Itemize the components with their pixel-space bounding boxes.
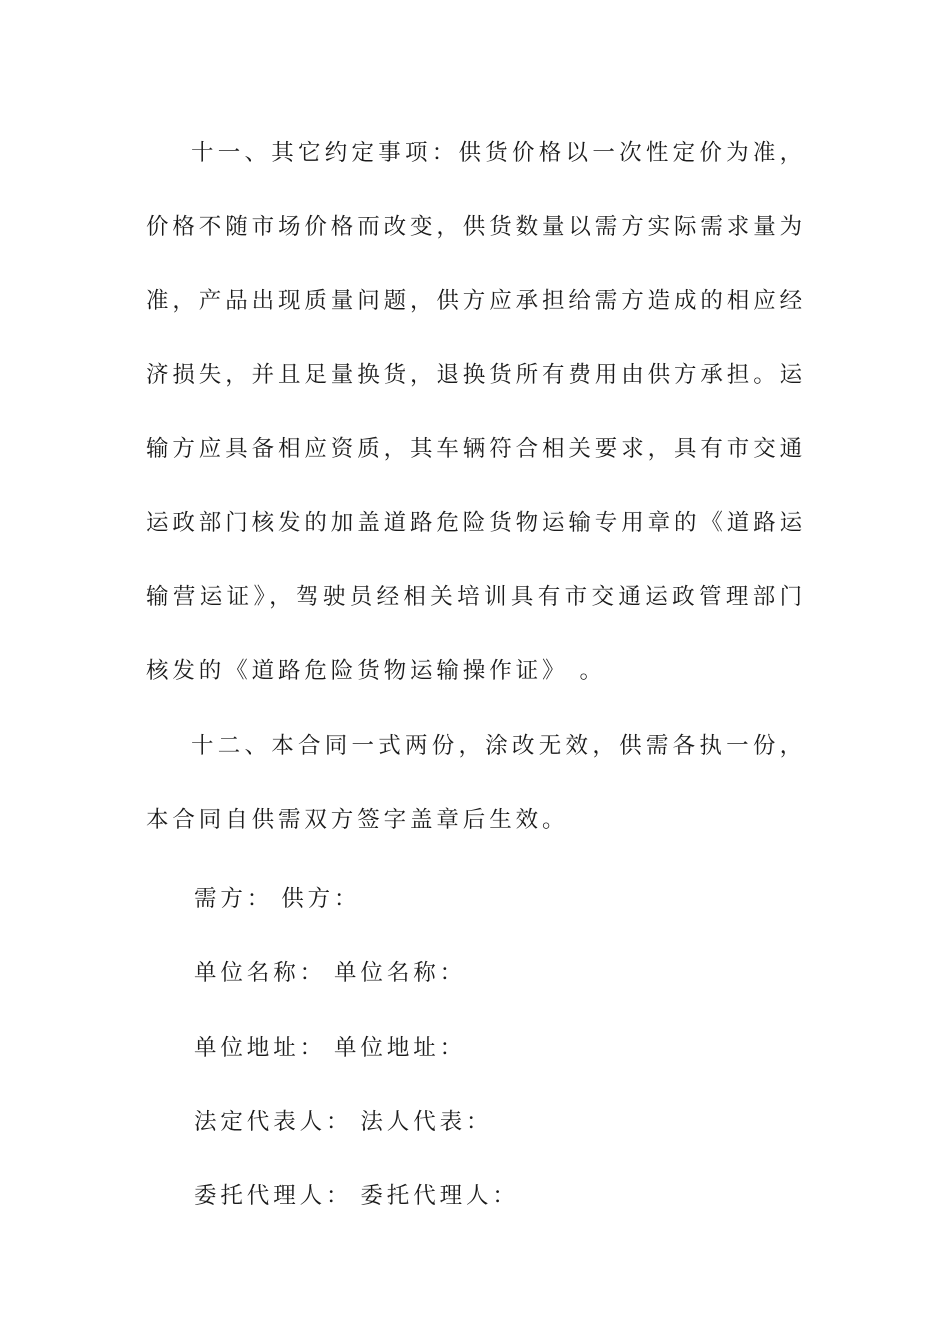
- signature-label-supply: 供方：: [281, 886, 361, 912]
- signature-row-agent: [194, 1181, 519, 1211]
- signature-label-demand-agent: 委托代理人：: [194, 1183, 353, 1209]
- signature-label-demand: 需方：: [194, 886, 274, 912]
- signature-row-unit-address: [194, 1033, 466, 1063]
- signature-label-supply-unit-name: 单位名称：: [334, 960, 467, 986]
- signature-row-party: [194, 884, 360, 914]
- signature-label-supply-legal-rep: 法人代表：: [360, 1109, 493, 1135]
- clause-eleven: [146, 116, 806, 708]
- signature-label-supply-agent: 委托代理人：: [360, 1183, 519, 1209]
- signature-label-demand-legal-rep: 法定代表人：: [194, 1109, 353, 1135]
- signature-row-unit-name: [194, 958, 466, 988]
- clause-twelve-text: 十二、本合同一式两份，涂改无效，供需各执一份，本合同自供需双方签字盖章后生效。: [146, 733, 806, 833]
- signature-label-supply-unit-address: 单位地址：: [334, 1035, 467, 1061]
- clause-twelve: [146, 709, 806, 857]
- signature-label-demand-unit-name: 单位名称：: [194, 960, 327, 986]
- signature-label-demand-unit-address: 单位地址：: [194, 1035, 327, 1061]
- signature-row-legal-rep: [194, 1107, 492, 1137]
- clause-eleven-text: 十一、其它约定事项：供货价格以一次性定价为准，价格不随市场价格而改变，供货数量以需方实际需求量为准，产品出现质量问题，供方应承担给需方造成的相应经济损失，并且足量换货，退换货所有费用由供方承担。运输方应具备相应资质，其车辆符合相关要求，具有市交通运政部门核发的加盖道路危险货物运输专用章的《道路运输营运证》，驾驶员经相关培训具有市交通运政管理部门核发的《道路危险货物运输操作证》 。: [146, 140, 807, 684]
